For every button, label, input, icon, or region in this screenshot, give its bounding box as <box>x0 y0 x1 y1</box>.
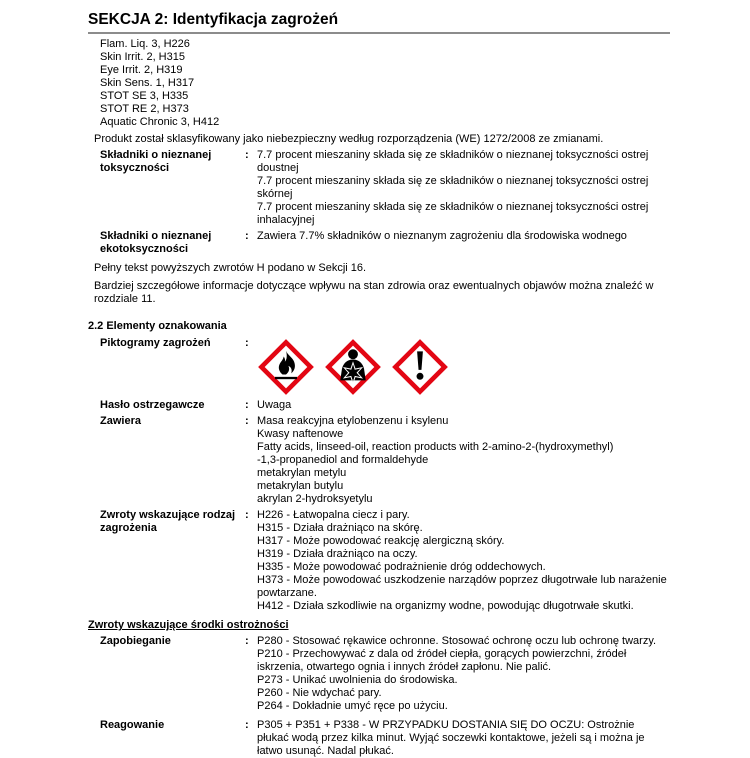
pictograms-row <box>100 337 670 396</box>
text-line: Masa reakcyjna etylobenzenu i ksylenu <box>257 415 449 427</box>
text-line: STOT SE 3, H335 <box>100 90 189 102</box>
unknown-toxicity-value <box>257 149 670 227</box>
text-line: Flam. Liq. 3, H226 <box>100 38 190 50</box>
hazard-class-list <box>100 38 670 129</box>
text-line: P305 + P351 + P338 - W PRZYPADKU DOSTANIA SIĘ DO OCZU: Ostrożnie <box>257 719 635 731</box>
text-line: metakrylan butylu <box>257 480 344 492</box>
response-value <box>257 719 670 758</box>
colon-separator: : <box>245 230 249 242</box>
text-line: H317 - Może powodować reakcję alergiczną skóry. <box>257 535 505 547</box>
hazard-statements-value <box>257 509 670 613</box>
section-title: SEKCJA 2: Identyfikacja zagrożeń <box>88 11 339 28</box>
text-line: -1,3-propanediol and formaldehyde <box>257 454 429 466</box>
unknown-ecotoxicity-value <box>257 230 670 256</box>
colon-separator: : <box>245 399 249 411</box>
text-line: metakrylan metylu <box>257 467 347 479</box>
prevention-row <box>100 635 670 713</box>
text-line: H226 - Łatwopalna ciecz i pary. <box>257 509 410 521</box>
colon-separator: : <box>245 719 249 731</box>
header-rule <box>88 32 670 34</box>
text-line: Bardziej szczegółowe informacje dotyczące wpływu na stan zdrowia oraz ewentualnych objawów można znaleźć w <box>94 280 654 292</box>
health-info-note <box>94 280 670 306</box>
response-row <box>100 719 670 758</box>
text-line: 7.7 procent mieszaniny składa się ze składników o nieznanej toksyczności ostrej <box>257 175 649 187</box>
text-line: H315 - Działa drażniąco na skórę. <box>257 522 423 534</box>
text-line: 7.7 procent mieszaniny składa się ze składników o nieznanej toksyczności ostrej <box>257 149 649 161</box>
text-line: Fatty acids, linseed-oil, reaction products with 2-amino-2-(hydroxymethyl) <box>257 441 614 453</box>
text-line: rozdziale 11. <box>94 293 156 305</box>
response-label: Reagowanie <box>100 719 165 731</box>
prevention-value <box>257 635 670 713</box>
text-line: skórnej <box>257 188 293 200</box>
text-line: Eye Irrit. 2, H319 <box>100 64 183 76</box>
text-line: P210 - Przechowywać z dala od źródeł ciepła, gorących powierzchni, źródeł <box>257 648 627 660</box>
text-line: płukać wodą przez kilka minut. Wyjąć soczewki kontaktowe, jeżeli są i można je <box>257 732 645 744</box>
hazard-statements-row <box>100 509 670 613</box>
colon-separator: : <box>245 337 249 349</box>
text-line: H412 - Działa szkodliwie na organizmy wodne, powodując długotrwałe skutki. <box>257 600 634 612</box>
colon-separator: : <box>245 415 249 427</box>
text-line: H319 - Działa drażniąco na oczy. <box>257 548 418 560</box>
text-line: 7.7 procent mieszaniny składa się ze składników o nieznanej toksyczności ostrej <box>257 201 649 213</box>
signal-word-value: Uwaga <box>257 399 292 411</box>
colon-separator: : <box>245 149 249 161</box>
unknown-toxicity-label: Składniki o nieznanej toksyczności <box>100 149 212 174</box>
ghs-pictograms <box>257 338 670 396</box>
text-line: akrylan 2-hydroksyetylu <box>257 493 373 505</box>
text-line: STOT RE 2, H373 <box>100 103 189 115</box>
text-line: P273 - Unikać uwolnienia do środowiska. <box>257 674 458 686</box>
unknown-ecotoxicity-label: Składniki o nieznanej ekotoksyczności <box>100 230 212 255</box>
text-line: iskrzenia, otwartego ognia i innych źródeł zapłonu. Nie palić. <box>257 661 552 673</box>
text-line: Aquatic Chronic 3, H412 <box>100 116 220 128</box>
classification-note: Produkt został sklasyfikowany jako niebezpieczny według rozporządzenia (WE) 1272/2008 ze zmianami. <box>94 133 604 145</box>
text-line: doustnej <box>257 162 299 174</box>
text-line: H373 - Może powodować uszkodzenie narządów poprzez długotrwałe lub narażenie <box>257 574 667 586</box>
colon-separator: : <box>245 635 249 647</box>
text-line: Zawiera 7.7% składników o nieznanym zagrożeniu dla środowiska wodnego <box>257 230 627 242</box>
text-line: H335 - Może powodować podrażnienie dróg oddechowych. <box>257 561 546 573</box>
signal-word-label: Hasło ostrzegawcze <box>100 399 205 411</box>
text-line: inhalacyjnej <box>257 214 315 226</box>
text-line: P264 - Dokładnie umyć ręce po użyciu. <box>257 700 448 712</box>
unknown-toxicity-row <box>100 149 670 227</box>
contains-value <box>257 415 670 506</box>
labelling-elements-heading: 2.2 Elementy oznakowania <box>88 320 227 332</box>
text-line: łatwo usunąć. Nadal płukać. <box>257 745 394 757</box>
exclamation-mark-pictogram-icon <box>391 338 449 396</box>
contains-row <box>100 415 670 506</box>
signal-word-row <box>100 399 670 412</box>
unknown-ecotoxicity-row <box>100 230 670 256</box>
h-phrases-note: Pełny tekst powyższych zwrotów H podano w Sekcji 16. <box>94 262 367 274</box>
text-line: powtarzane. <box>257 587 317 599</box>
text-line: P260 - Nie wdychać pary. <box>257 687 382 699</box>
contains-label: Zawiera <box>100 415 141 427</box>
text-line: Skin Irrit. 2, H315 <box>100 51 185 63</box>
hazard-statements-label: Zwroty wskazujące rodzaj zagrożenia <box>100 509 236 534</box>
text-line: Kwasy naftenowe <box>257 428 344 440</box>
health-hazard-pictogram-icon <box>324 338 382 396</box>
text-line: Skin Sens. 1, H317 <box>100 77 195 89</box>
colon-separator: : <box>245 509 249 521</box>
precautionary-statements-heading: Zwroty wskazujące środki ostrożności <box>88 619 289 631</box>
flame-pictogram-icon <box>257 338 315 396</box>
pictograms-label: Piktogramy zagrożeń <box>100 337 211 349</box>
text-line: P280 - Stosować rękawice ochronne. Stosować ochronę oczu lub ochronę twarzy. <box>257 635 657 647</box>
prevention-label: Zapobieganie <box>100 635 171 647</box>
